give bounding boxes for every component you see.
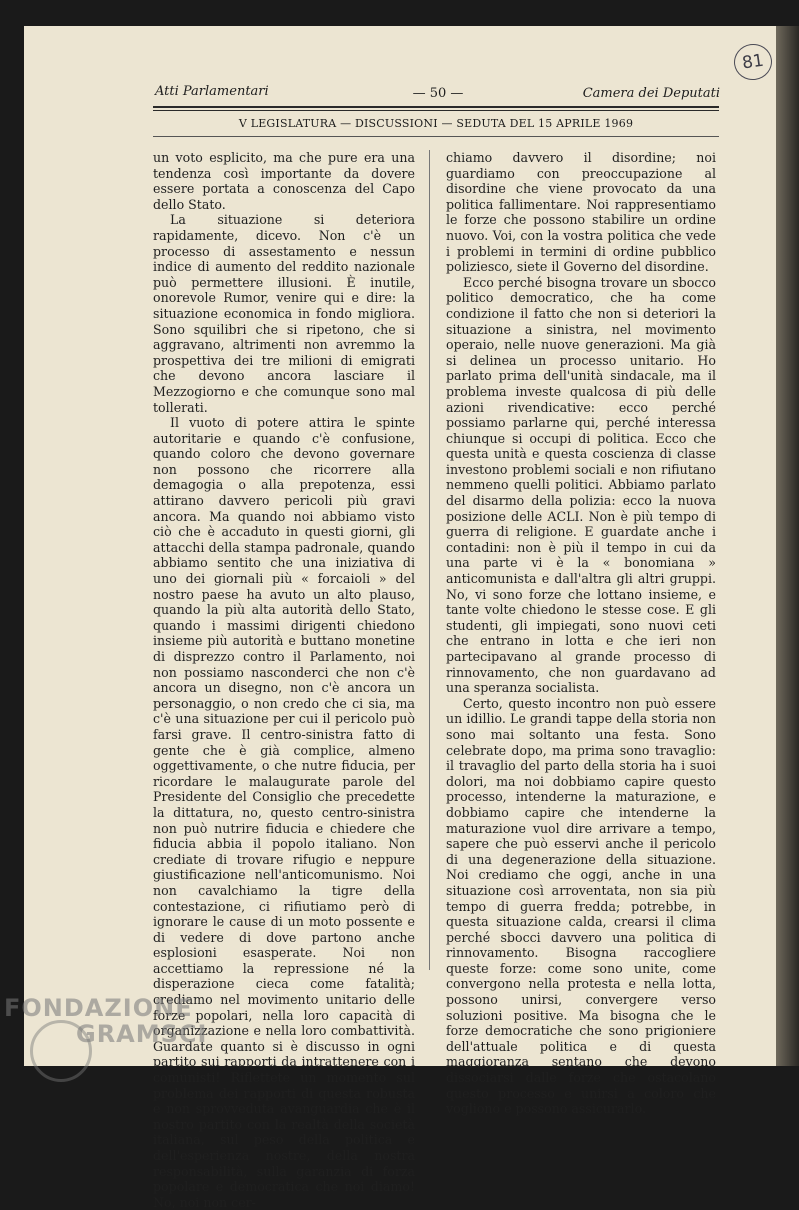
- header-right-title: Camera dei Deputati: [582, 86, 720, 101]
- left-column: [153, 150, 415, 1210]
- page-shadow: [776, 26, 799, 1066]
- paragraph: un voto esplicito, ma che pure era una tendenza così importante da dovere essere portata a conoscenza del Capo dello Stato.: [153, 150, 415, 212]
- handwritten-folio-number: 81: [732, 42, 775, 83]
- session-subheader: V LEGISLATURA — DISCUSSIONI — SEDUTA DEL 15 APRILE 1969: [238, 117, 634, 130]
- header-rule-top: [153, 106, 719, 108]
- watermark: [4, 995, 207, 1047]
- header-left-title: Atti Parlamentari: [155, 84, 269, 99]
- subheader-rule: [153, 136, 719, 137]
- column-divider: [429, 150, 430, 970]
- paragraph: chiamo davvero il disordine; noi guardiamo con preoccupazione al disordine che viene provocato da una politica fallimentare. Noi rappresentiamo le forze che possono stabilire un ordine nuovo. Voi, con la vostra politica che vede i problemi in termini di ordine pubblico poliziesco, siete il Governo del disordine.: [446, 150, 716, 275]
- watermark-line2: GRAMSCI: [76, 1020, 208, 1048]
- paragraph: Certo, questo incontro non può essere un idillio. Le grandi tappe della storia non sono mai soltanto una festa. Sono celebrate dopo, ma prima sono travaglio: il travaglio del parto della storia ha i suoi dolori, ma noi dobbiamo capire questo processo, intenderne la maturazione, e dobbiamo capire che intenderne la maturazione vuol dire arrivare a tempo, sapere che può esservi anche il pericolo di una degenerazione della situazione. Noi crediamo che oggi, anche in una situazione così arroventata, non sia più tempo di guerra fredda; potrebbe, in questa situazione calda, crearsi il clima perché sbocci davvero una politica di rinnovamento. Bisogna raccogliere queste forze: come sono unite, come convergono nella protesta e nella lotta, possono unirsi, convergere verso soluzioni positive. Ma bisogna che le forze democratiche che sono prigioniere dell'attuale politica e di questa maggioranza sentano che devono dissociarsi dalle forze che ostacolano questo processo e unirsi a coloro che vogliono e possono assicurarlo.: [446, 695, 716, 1117]
- page-number: — 50 —: [412, 86, 464, 101]
- paragraph: Ecco perché bisogna trovare un sbocco politico democratico, che ha come condizione il fatto che non si deteriori la situazione a sinistra, nel movimento operaio, nelle nuove generazioni. Ma già si delinea un processo unitario. Ho parlato prima dell'unità sindacale, ma il problema investe qualcosa di più delle azioni rivendicative: ecco perché possiamo parlarne qui, perché interessa chiunque si occupi di politica. Ecco che questa unità e questa coscienza di classe investono problemi sociali e non rifiutano nemmeno quelli politici. Abbiamo parlato del disarmo della polizia: ecco la nuova posizione delle ACLI. Non è più tempo di guerra di religione. E guardate anche i contadini: non è più il tempo in cui da una parte vi è la « bonomiana » anticomunista e dall'altra gli altri gruppi. No, vi sono forze che lottano insieme, e tante volte chiedono le stesse cose. E gli studenti, gli impiegati, sono nuovi ceti che entrano in lotta e che ieri non partecipavano al grande processo di rinnovamento, che non guardavano ad una speranza socialista.: [446, 274, 716, 696]
- paragraph: Il vuoto di potere attira le spinte autoritarie e quando c'è confusione, quando coloro che devono governare non possono che ricorrere alla demagogia o alla prepotenza, essi attirano davvero pericoli più gravi ancora. Ma quando noi abbiamo visto ciò che è accaduto in questi giorni, gli attacchi della stampa padronale, quando abbiamo sentito che una iniziativa di uno dei giornali più « forcaioli » del nostro paese ha avuto un alto plauso, quando la più alta autorità dello Stato, quando i massimi dirigenti chiedono insieme più autorità e buttano monetine di disprezzo contro il Parlamento, noi non possiamo nasconderci che non c'è ancora un disegno, non c'è ancora un personaggio, o non credo che ci sia, ma c'è una situazione per cui il pericolo può farsi grave. Il centro-sinistra fatto di gente che è già complice, almeno oggettivamente, o che nutre fiducia, per ricordare le malaugurate parole del Presidente del Consiglio che precedette la dittatura, no, questo centro-sinistra non può nutrire fiducia e chiedere che fiducia abbia il popolo italiano. Non crediate di trovare rifugio e neppure giustificazione nell'anticomunismo. Noi non cavalchiamo la tigre della contestazione, ci rifiutiamo però di ignorare le cause di un moto possente e di vedere di dove partono anche esplosioni esasperate. Noi non accettiamo la repressione né la disperazione cieca come fatalità; crediamo nel movimento unitario delle forze popolari, nella loro capacità di organizzazione e nella loro combattività. Guardate quanto si è discusso in ogni partito sui rapporti da intrattenere con i comunisti! Riflettete un momento sul problema dei rapporti di questa robusta e non sprovveduta avanguardia che è il nostro partito con la realtà della società italiana, sul peso della politica e dell'esperienza nostre, della nostra responsabilità, sulla garanzia di forza popolare e democratica che noi diamo! No, noi non cer-: [153, 415, 415, 1210]
- paragraph: La situazione si deteriora rapidamente, dicevo. Non c'è un processo di assestamento e nessun indice di aumento del reddito nazionale può permettere illusioni. È inutile, onorevole Rumor, venire qui e dire: la situazione economica in fondo migliora. Sono squilibri che si ripetono, che si aggravano, altrimenti non avremmo la prospettiva dei tre milioni di emigrati che devono ancora lasciare il Mezzogiorno e che comunque sono mal tollerati.: [153, 212, 415, 415]
- header-rule-bottom: [153, 110, 719, 111]
- right-column: [446, 150, 716, 1117]
- watermark-line1: FONDAZIONE: [4, 994, 193, 1022]
